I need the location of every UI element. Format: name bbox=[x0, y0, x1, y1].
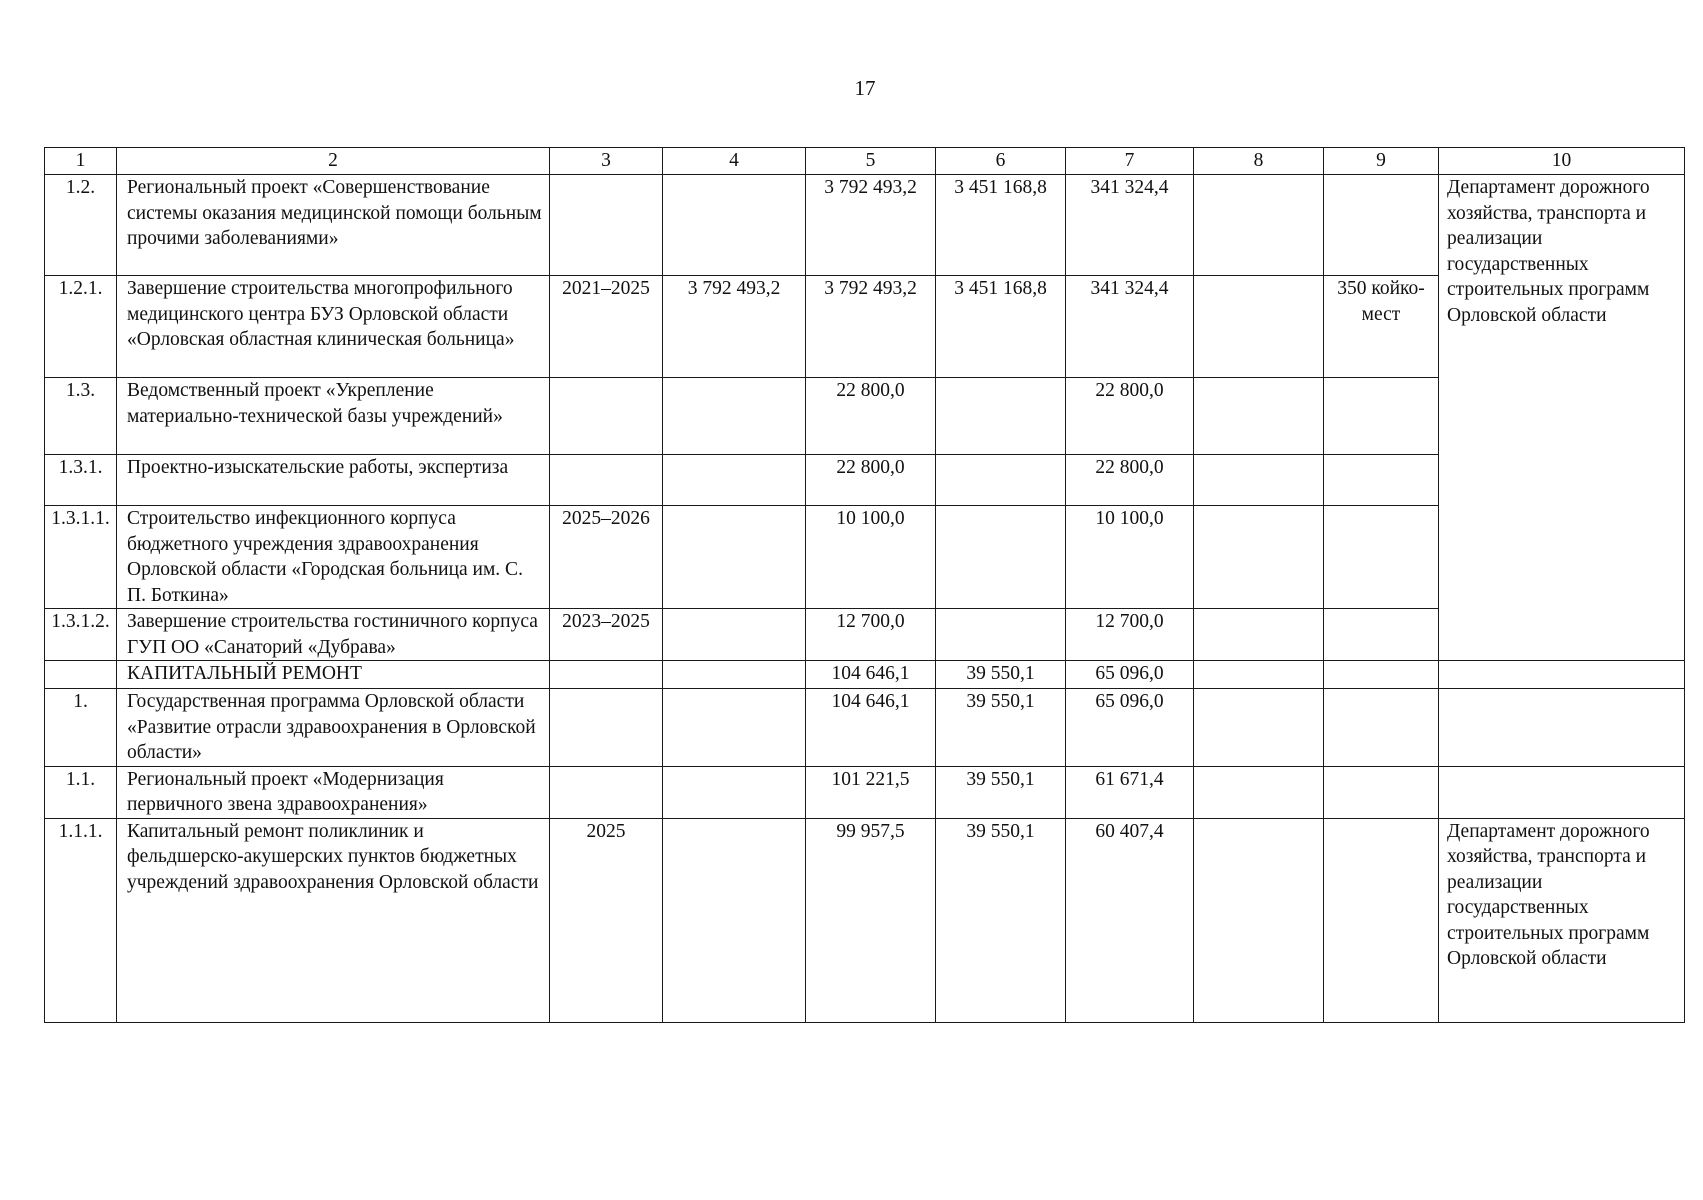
value-cell bbox=[663, 175, 806, 276]
period-cell bbox=[550, 766, 663, 818]
row-title: Завершение строительства многопрофильного медицинского центра БУЗ Орловской области «Орловская областная клиническая больница» bbox=[117, 276, 550, 378]
capacity-cell bbox=[1324, 175, 1439, 276]
row-number: 1.3.1.2. bbox=[45, 609, 117, 661]
row-title: Капитальный ремонт поликлиник и фельдшерско-акушерских пунктов бюджетных учреждений здравоохранения Орловской области bbox=[117, 818, 550, 1022]
page-number: 17 bbox=[854, 76, 876, 100]
section-title: КАПИТАЛЬНЫЙ РЕМОНТ bbox=[117, 661, 550, 689]
value-cell bbox=[663, 661, 806, 689]
table-row bbox=[45, 766, 1685, 818]
row-title: Региональный проект «Модернизация первичного звена здравоохранения» bbox=[117, 766, 550, 818]
value-cell bbox=[663, 455, 806, 506]
value-cell bbox=[936, 506, 1066, 609]
value-cell bbox=[1194, 609, 1324, 661]
table-row bbox=[45, 661, 1685, 689]
capacity-cell bbox=[1324, 378, 1439, 455]
value-cell: 3 451 168,8 bbox=[936, 276, 1066, 378]
responsible-department: Департамент дорожного хозяйства, транспорта и реализации государственных строительных программ Орловской области bbox=[1439, 818, 1685, 1022]
responsible-department bbox=[1439, 661, 1685, 689]
value-cell bbox=[663, 378, 806, 455]
period-cell bbox=[550, 689, 663, 767]
column-header: 5 bbox=[806, 148, 936, 175]
table-row bbox=[45, 818, 1685, 1022]
value-cell: 39 550,1 bbox=[936, 661, 1066, 689]
value-cell: 39 550,1 bbox=[936, 766, 1066, 818]
period-cell bbox=[550, 455, 663, 506]
capacity-cell bbox=[1324, 661, 1439, 689]
value-cell bbox=[663, 506, 806, 609]
value-cell: 104 646,1 bbox=[806, 689, 936, 767]
value-cell: 22 800,0 bbox=[806, 455, 936, 506]
column-header: 10 bbox=[1439, 148, 1685, 175]
capacity-cell bbox=[1324, 609, 1439, 661]
value-cell bbox=[663, 609, 806, 661]
responsible-department bbox=[1439, 689, 1685, 767]
capacity-cell bbox=[1324, 455, 1439, 506]
value-cell bbox=[1194, 506, 1324, 609]
column-header: 4 bbox=[663, 148, 806, 175]
value-cell: 61 671,4 bbox=[1066, 766, 1194, 818]
value-cell bbox=[1194, 276, 1324, 378]
responsible-department: Департамент дорожного хозяйства, транспорта и реализации государственных строительных программ Орловской области bbox=[1439, 175, 1685, 661]
period-cell: 2025–2026 bbox=[550, 506, 663, 609]
capacity-cell bbox=[1324, 506, 1439, 609]
program-table bbox=[44, 147, 1685, 1023]
value-cell bbox=[936, 378, 1066, 455]
responsible-department bbox=[1439, 766, 1685, 818]
value-cell bbox=[1194, 766, 1324, 818]
column-header: 7 bbox=[1066, 148, 1194, 175]
column-header: 8 bbox=[1194, 148, 1324, 175]
period-cell: 2025 bbox=[550, 818, 663, 1022]
table-row bbox=[45, 689, 1685, 767]
value-cell: 10 100,0 bbox=[806, 506, 936, 609]
value-cell: 12 700,0 bbox=[806, 609, 936, 661]
value-cell: 3 451 168,8 bbox=[936, 175, 1066, 276]
row-number bbox=[45, 661, 117, 689]
row-number: 1.1. bbox=[45, 766, 117, 818]
column-header: 1 bbox=[45, 148, 117, 175]
value-cell bbox=[936, 609, 1066, 661]
column-header: 9 bbox=[1324, 148, 1439, 175]
capacity-cell: 350 койко-мест bbox=[1324, 276, 1439, 378]
value-cell bbox=[936, 455, 1066, 506]
capacity-cell bbox=[1324, 689, 1439, 767]
column-header: 3 bbox=[550, 148, 663, 175]
value-cell: 10 100,0 bbox=[1066, 506, 1194, 609]
row-number: 1.3.1.1. bbox=[45, 506, 117, 609]
row-title: Региональный проект «Совершенствование системы оказания медицинской помощи больным прочими заболеваниями» bbox=[117, 175, 550, 276]
value-cell bbox=[663, 766, 806, 818]
value-cell: 104 646,1 bbox=[806, 661, 936, 689]
value-cell: 3 792 493,2 bbox=[663, 276, 806, 378]
value-cell bbox=[1194, 661, 1324, 689]
capacity-cell bbox=[1324, 766, 1439, 818]
value-cell bbox=[1194, 689, 1324, 767]
value-cell: 39 550,1 bbox=[936, 689, 1066, 767]
period-cell bbox=[550, 378, 663, 455]
value-cell: 39 550,1 bbox=[936, 818, 1066, 1022]
row-number: 1. bbox=[45, 689, 117, 767]
value-cell: 22 800,0 bbox=[806, 378, 936, 455]
value-cell: 3 792 493,2 bbox=[806, 175, 936, 276]
column-number-row bbox=[45, 148, 1685, 175]
row-number: 1.2.1. bbox=[45, 276, 117, 378]
value-cell bbox=[1194, 818, 1324, 1022]
value-cell bbox=[1194, 175, 1324, 276]
row-title: Строительство инфекционного корпуса бюджетного учреждения здравоохранения Орловской области «Городская больница им. С. П. Боткина» bbox=[117, 506, 550, 609]
value-cell bbox=[663, 818, 806, 1022]
period-cell bbox=[550, 661, 663, 689]
period-cell: 2023–2025 bbox=[550, 609, 663, 661]
row-title: Завершение строительства гостиничного корпуса ГУП ОО «Санаторий «Дубрава» bbox=[117, 609, 550, 661]
value-cell bbox=[663, 689, 806, 767]
period-cell: 2021–2025 bbox=[550, 276, 663, 378]
period-cell bbox=[550, 175, 663, 276]
table-row bbox=[45, 175, 1685, 276]
column-header: 2 bbox=[117, 148, 550, 175]
value-cell: 341 324,4 bbox=[1066, 276, 1194, 378]
value-cell: 65 096,0 bbox=[1066, 661, 1194, 689]
value-cell: 12 700,0 bbox=[1066, 609, 1194, 661]
value-cell: 60 407,4 bbox=[1066, 818, 1194, 1022]
row-title: Ведомственный проект «Укрепление материально-технической базы учреждений» bbox=[117, 378, 550, 455]
value-cell bbox=[1194, 378, 1324, 455]
row-number: 1.1.1. bbox=[45, 818, 117, 1022]
value-cell: 101 221,5 bbox=[806, 766, 936, 818]
value-cell: 22 800,0 bbox=[1066, 378, 1194, 455]
row-number: 1.3.1. bbox=[45, 455, 117, 506]
value-cell: 65 096,0 bbox=[1066, 689, 1194, 767]
row-title: Проектно-изыскательские работы, экспертиза bbox=[117, 455, 550, 506]
row-number: 1.3. bbox=[45, 378, 117, 455]
value-cell: 3 792 493,2 bbox=[806, 276, 936, 378]
value-cell: 22 800,0 bbox=[1066, 455, 1194, 506]
value-cell: 99 957,5 bbox=[806, 818, 936, 1022]
row-title: Государственная программа Орловской области «Развитие отрасли здравоохранения в Орловской области» bbox=[117, 689, 550, 767]
row-number: 1.2. bbox=[45, 175, 117, 276]
value-cell bbox=[1194, 455, 1324, 506]
value-cell: 341 324,4 bbox=[1066, 175, 1194, 276]
capacity-cell bbox=[1324, 818, 1439, 1022]
column-header: 6 bbox=[936, 148, 1066, 175]
